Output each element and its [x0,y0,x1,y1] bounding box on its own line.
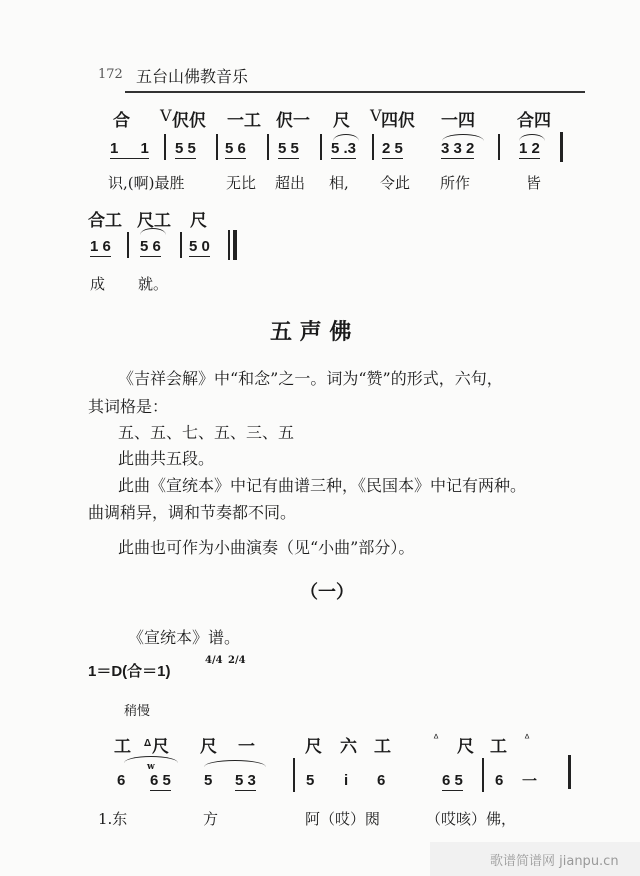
gongche: 合四 [517,111,551,131]
paragraph-line: 此曲也可作为小曲演奏（见“小曲”部分）。 [118,538,415,557]
gongche: 一工 [227,111,261,131]
subsection-title: （一） [300,582,354,603]
barline [216,134,218,160]
barline [267,134,269,160]
barline [372,134,374,160]
gongche: 尺 [200,737,217,757]
lyric: 识,(啊)最胜 [108,174,185,192]
section-title: 五 声 佛 [270,320,352,345]
barline [127,232,129,258]
barline [180,232,182,258]
lyric: 相, [329,174,349,192]
gongche: 尺 [457,737,474,757]
gongche: 尺 [305,737,322,757]
gongche: 工 [114,737,131,757]
jianpu-beat: 2 5 [382,140,403,157]
barline [568,755,571,789]
jianpu-beat: 5 .3 [331,140,357,157]
breath-mark: V [160,106,172,125]
jianpu-beat: 5 6 [140,238,161,255]
breath-mark: V [370,106,382,125]
lyric: 令此 [380,174,411,192]
jianpu-beat: i [344,772,349,789]
gongche: ᐞ尺 [143,737,169,757]
slur [204,760,266,767]
gongche: 六 [340,737,357,757]
jianpu-beat: 6 5 [442,772,463,789]
gongche: 伬一 [276,111,310,131]
lyric: 成 [90,275,106,293]
gongche: 四伬 [381,111,415,131]
jianpu-beat: 1 1 [110,140,149,157]
barline [228,230,230,260]
ornament-icon: w [147,762,155,772]
jianpu-beat: 6 5 [150,772,171,789]
slur [140,228,166,235]
jianpu-beat: 1 6 [90,238,111,255]
jianpu-beat: 5 0 [189,238,210,255]
jianpu-beat: 6 [377,772,386,789]
gongche: 伬伬 [172,111,206,131]
jianpu-beat: 6 [117,772,126,789]
jianpu-dash: 一 [522,773,538,790]
barline [560,132,563,162]
jianpu-beat: 5 3 [235,772,256,789]
jianpu-beat: 3 3 2 [441,140,475,157]
score-source: 《宣统本》谱。 [128,628,241,647]
lyric: 就。 [138,275,169,293]
lyric: （哎咳）佛， [426,810,517,828]
barline [320,134,322,160]
paragraph-line: 《吉祥会解》中“和念”之一。词为“赞”的形式，六句， [118,369,503,388]
lyric: 方 [203,810,219,828]
paragraph-line: 其词格是： [88,397,169,416]
gongche: 一 [238,737,255,757]
time-signature: 4/4 [205,655,223,666]
paragraph-line: 五、五、七、五、三、五 [118,423,295,442]
jianpu-beat: 5 6 [225,140,246,157]
book-title: 五台山佛教音乐 [136,67,249,86]
gongche: 工 [374,737,391,757]
barline [293,758,295,792]
gongche: 尺工 [137,211,171,231]
gongche: 合工 [88,211,122,231]
lyric: 阿（哎）閦 [305,810,381,828]
barline [482,758,484,792]
jianpu-beat: 5 5 [278,140,299,157]
paragraph-line: 此曲《宣统本》中记有曲谱三种，《民国本》中记有两种。 [118,476,527,495]
lyric: 无比 [226,174,257,192]
jianpu-beat: 5 5 [175,140,196,157]
lyric: 皆 [526,174,542,192]
header-rule [125,91,585,93]
barline [498,134,500,160]
final-barline [233,230,237,260]
watermark: 歌谱简谱网 jianpu.cn [490,854,619,869]
jianpu-beat: 6 [495,772,504,789]
jianpu-beat: 5 [204,772,213,789]
accent-mark: ᐞ [433,732,439,745]
paragraph-line: 此曲共五段。 [118,449,215,468]
lyric: 1.东 [98,810,128,828]
lyric: 超出 [275,174,306,192]
page-number: 172 [98,67,123,82]
barline [164,134,166,160]
key-signature: 1＝D(合＝1) [88,663,171,680]
jianpu-beat: 1 2 [519,140,540,157]
accent-mark: ᐞ [524,732,530,745]
lyric: 所作 [440,174,471,192]
jianpu-beat: 5 [306,772,315,789]
gongche: 尺 [333,111,350,131]
gongche: 一四 [441,111,475,131]
gongche: 工 [490,737,507,757]
time-signature: 2/4 [228,655,246,666]
tempo-marking: 稍慢 [124,704,151,719]
gongche: 尺 [190,211,207,231]
paragraph-line: 曲调稍异，调和节奏都不同。 [88,503,297,522]
gongche: 合 [113,111,130,131]
